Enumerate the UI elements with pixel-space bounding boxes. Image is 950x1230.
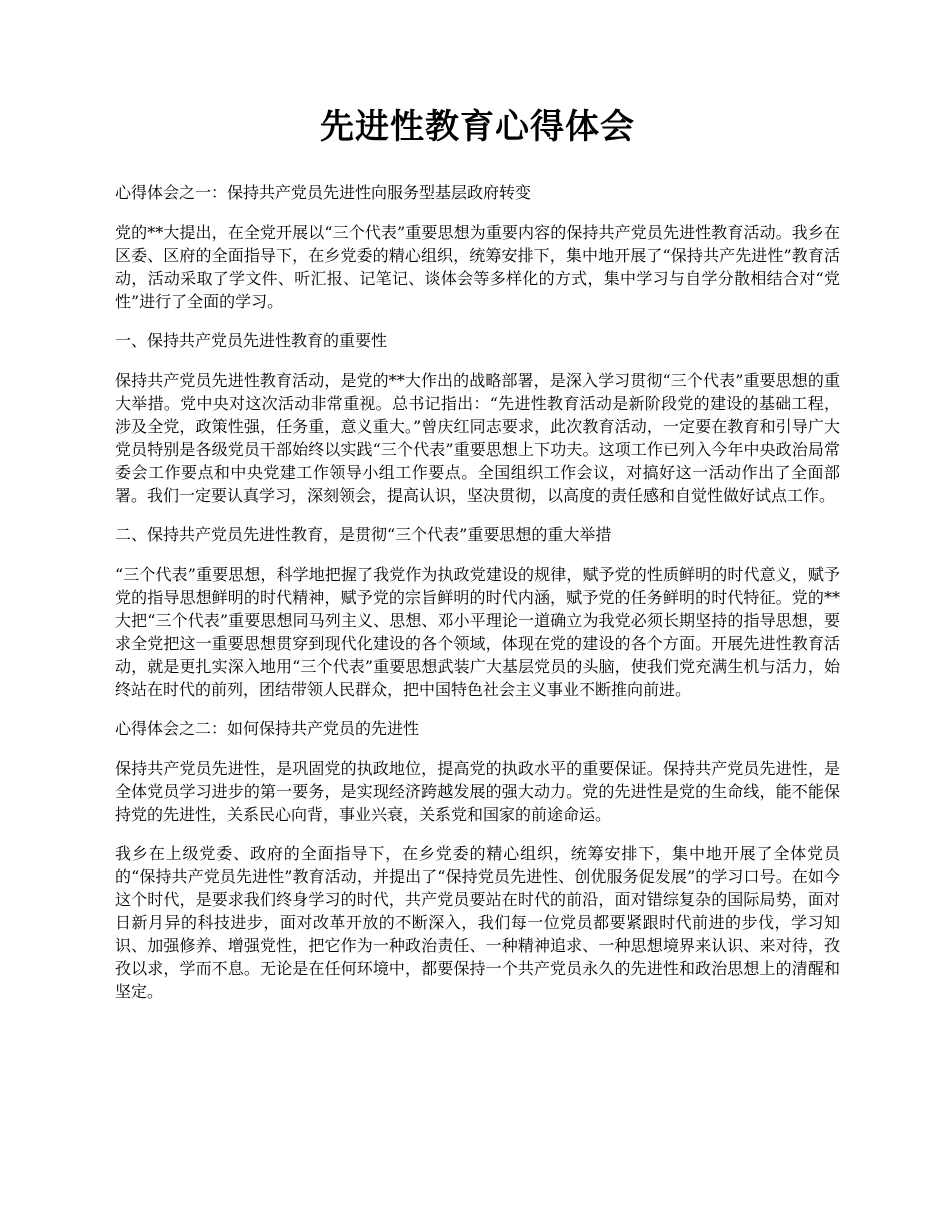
paragraph-1: 党的**大提出，在全党开展以“三个代表”重要思想为重要内容的保持共产党员先进性教育活动。我乡在区委、区府的全面指导下，在乡党委的精心组织，统筹安排下，集中地开展了“保持共产先进性”教育活动，活动采取了学文件、听汇报、记笔记、谈体会等多样化的方式，集中学习与自学分散相结合对“党性”进行了全面的学习。	[115, 223, 840, 312]
section-heading-3: 二、保持共产党员先进性教育，是贯彻“三个代表”重要思想的重大举措	[115, 525, 612, 545]
paragraph-2: 保持共产党员先进性教育活动，是党的**大作出的战略部署，是深入学习贯彻“三个代表”重要思想的重大举措。党中央对这次活动非常重视。总书记指出：“先进性教育活动是新阶段党的建设的基础工程，涉及全党，政策性强，任务重，意义重大。”曾庆红同志要求，此次教育活动，一定要在教育和引导广大党员特别是各级党员干部始终以实践“三个代表”重要思想上下功夫。这项工作已列入今年中央政治局常委会工作要点和中央党建工作领导小组工作要点。全国组织工作会议，对搞好这一活动作出了全面部署。我们一定要认真学习，深刻领会，提高认识，坚决贯彻，以高度的责任感和自觉性做好试点工作。	[115, 371, 840, 506]
section-heading-2: 一、保持共产党员先进性教育的重要性	[115, 331, 388, 351]
document-page	[115, 108, 840, 1003]
document-title: 先进性教育心得体会	[320, 107, 635, 147]
paragraph-4: 保持共产党员先进性，是巩固党的执政地位，提高党的执政水平的重要保证。保持共产党员先进性，是全体党员学习进步的第一要务，是实现经济跨越发展的强大动力。党的先进性是党的生命线，能不能保持党的先进性，关系民心向背，事业兴衰，关系党和国家的前途命运。	[115, 759, 840, 825]
paragraph-5: 我乡在上级党委、政府的全面指导下，在乡党委的精心组织，统筹安排下，集中地开展了全体党员的“保持共产党员先进性”教育活动，并提出了“保持党员先进性、创优服务促发展”的学习口号。在如今这个时代，是要求我们终身学习的时代，共产党员要站在时代的前沿，面对错综复杂的国际局势，面对日新月异的科技进步，面对改革开放的不断深入，我们每一位党员都要紧跟时代前进的步伐，学习知识、加强修养、增强党性，把它作为一种政治责任、一种精神追求、一种思想境界来认识、来对待，孜孜以求，学而不息。无论是在任何环境中，都要保持一个共产党员永久的先进性和政治思想上的清醒和坚定。	[115, 844, 840, 1002]
section-heading-4: 心得体会之二：如何保持共产党员的先进性	[115, 719, 420, 739]
paragraph-3: “三个代表”重要思想，科学地把握了我党作为执政党建设的规律，赋予党的性质鲜明的时代意义，赋予党的指导思想鲜明的时代精神，赋予党的宗旨鲜明的时代内涵，赋予党的任务鲜明的时代特征。党的**大把“三个代表”重要思想同马列主义、思想、邓小平理论一道确立为我党必须长期坚持的指导思想，要求全党把这一重要思想贯穿到现代化建设的各个领域，体现在党的建设的各个方面。开展先进性教育活动，就是更扎实深入地用“三个代表”重要思想武装广大基层党员的头脑，使我们党充满生机与活力，始终站在时代的前列，团结带领人民群众，把中国特色社会主义事业不断推向前进。	[115, 565, 840, 700]
section-heading-1: 心得体会之一：保持共产党员先进性向服务型基层政府转变	[115, 183, 532, 203]
